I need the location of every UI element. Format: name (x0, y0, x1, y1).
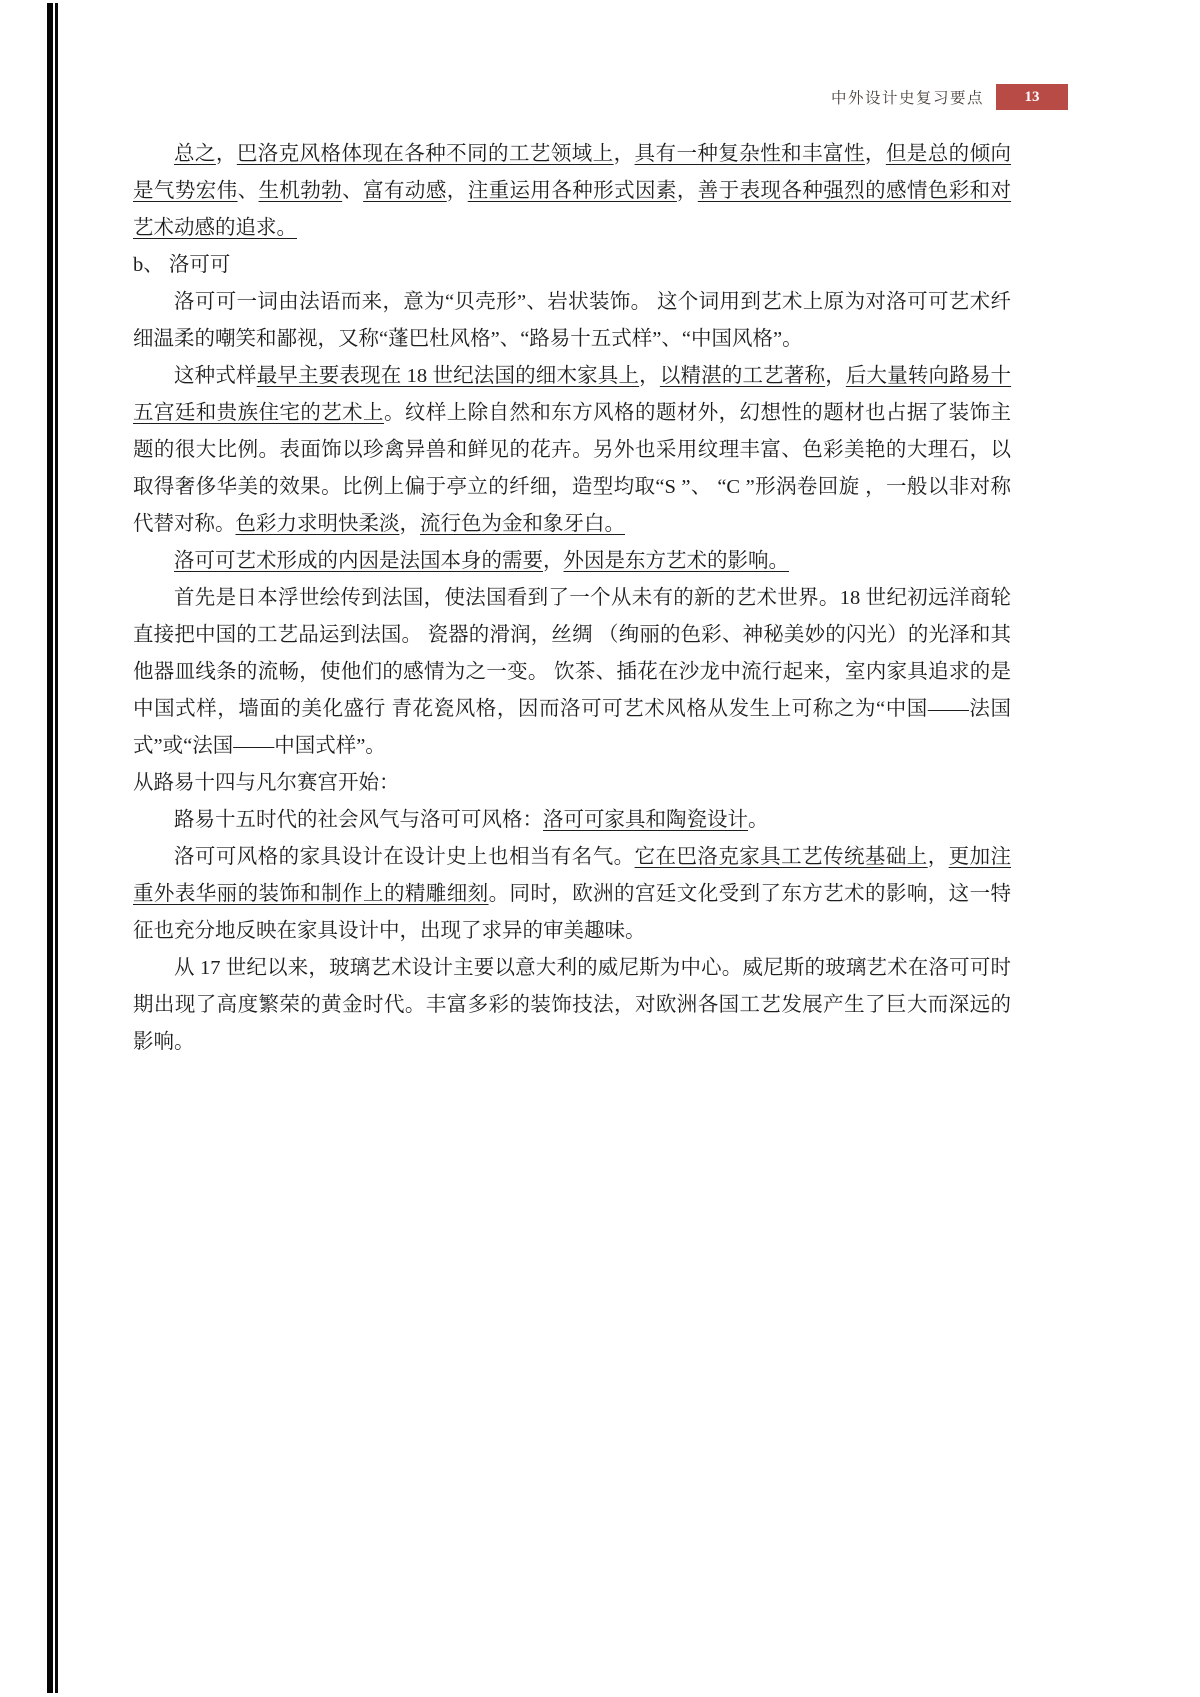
text-run: 洛可可一词由法语而来，意为“贝壳形”、岩状装饰。 这个词用到艺术上原为对洛可可艺术纤细温柔的嘲笑和鄙视，又称“蓬巴杜风格”、“路易十五式样”、“中国风格”。 (133, 291, 1011, 350)
text-run: 以精湛的工艺著称 (659, 365, 826, 387)
text-run: 。 (748, 809, 769, 831)
paragraph (133, 543, 1011, 580)
paragraph (133, 284, 1011, 358)
text-run: 色彩力求明快柔淡 (235, 513, 400, 535)
text-run: ， (446, 180, 468, 202)
text-run: 洛可可艺术形成的内因是法国本身的需要 (174, 550, 543, 572)
document-body (133, 136, 1011, 1061)
text-run: 生机勃勃 (258, 180, 343, 202)
text-run: 路易十五时代的社会风气与洛可可风格： (174, 809, 543, 831)
text-run: 富有动感 (363, 180, 447, 202)
text-run: 但是总的倾向是气势宏伟 (133, 143, 1012, 202)
text-run: 善于表现各种强烈的感情色彩和对艺术动感的追求。 (133, 180, 1012, 239)
text-run: 它在巴洛克家具工艺传统基础上 (634, 846, 928, 868)
text-run: 洛可可风格的家具设计在设计史上也相当有名气。 (174, 846, 635, 868)
text-run: 注重运用各种形式因素 (467, 180, 677, 202)
text-run: 、 (342, 180, 364, 202)
text-run: ， (543, 550, 564, 572)
page-number-badge: 13 (996, 84, 1068, 110)
text-run: 这种式样 (174, 365, 257, 387)
text-run: ， (864, 143, 886, 165)
text-run: 最早主要表现在 18 世纪法国的细木家具上 (256, 365, 640, 387)
text-run: 洛可可家具和陶瓷设计 (543, 809, 748, 831)
text-run: ， (399, 513, 420, 535)
text-run: ， (927, 846, 949, 868)
text-run: 具有一种复杂性和丰富性 (634, 143, 865, 165)
text-run: 总之 (174, 143, 216, 165)
page-header (831, 84, 1068, 110)
text-run: ， (825, 365, 846, 387)
binding-spine-bar (47, 3, 58, 1693)
text-run: 后大量转向路易十五宫廷和贵族住宅的艺术上 (133, 365, 1012, 424)
text-run: ， (639, 365, 660, 387)
text-run: 。同时，欧洲的宫廷文化受到了东方艺术的影响，这一特征也充分地反映在家具设计中，出现了求异的审美趣味。 (133, 883, 1012, 942)
text-run: 外因是东方艺术的影响。 (563, 550, 789, 572)
paragraph (133, 950, 1011, 1061)
text-run: 更加注重外表华丽的装饰和制作上的精雕细刻 (133, 846, 1012, 905)
text-run: ， (613, 143, 635, 165)
header-title: 中外设计史复习要点 (830, 90, 984, 107)
paragraph (133, 802, 1011, 839)
paragraph (133, 247, 1011, 284)
text-run: 首先是日本浮世绘传到法国，使法国看到了一个从未有的新的艺术世界。18 世纪初远洋商轮直接把中国的工艺品运到法国。 瓷器的滑润，丝绸 （绚丽的色彩、神秘美妙的闪光）的光泽和其他器皿线条的流畅，使他们的感情为之一变。 饮茶、插花在沙龙中流行起来，室内家具追求的是中国式样，墙面的美化盛行 青花瓷风格，因而洛可可艺术风格从发生上可称之为“中国——法国式”或“法国——中国式样”。 (133, 587, 1011, 757)
text-run: ， (215, 143, 237, 165)
text-run: 巴洛克风格体现在各种不同的工艺领域上 (236, 143, 614, 165)
paragraph (133, 839, 1011, 950)
paragraph (133, 358, 1011, 543)
text-run: 从 17 世纪以来，玻璃艺术设计主要以意大利的威尼斯为中心。威尼斯的玻璃艺术在洛可可时期出现了高度繁荣的黄金时代。丰富多彩的装饰技法，对欧洲各国工艺发展产生了巨大而深远的影响。 (133, 957, 1011, 1053)
text-run: 流行色为金和象牙白。 (420, 513, 625, 535)
text-run: 、 (237, 180, 259, 202)
text-run: b、 洛可可 (133, 254, 231, 276)
text-run: 。纹样上除自然和东方风格的题材外，幻想性的题材也占据了装饰主题的很大比例。表面饰以珍禽异兽和鲜见的花卉。另外也采用纹理丰富、色彩美艳的大理石，以取得奢侈华美的效果。比例上偏于亭立的纤细，造型均取“S ”、 “C ”形涡卷回旋 ，一般以非对称代替对称。 (133, 402, 1012, 535)
paragraph (133, 765, 1011, 802)
paragraph (133, 580, 1011, 765)
text-run: ， (676, 180, 698, 202)
paragraph (133, 136, 1011, 247)
text-run: 从路易十四与凡尔赛宫开始： (133, 772, 400, 794)
